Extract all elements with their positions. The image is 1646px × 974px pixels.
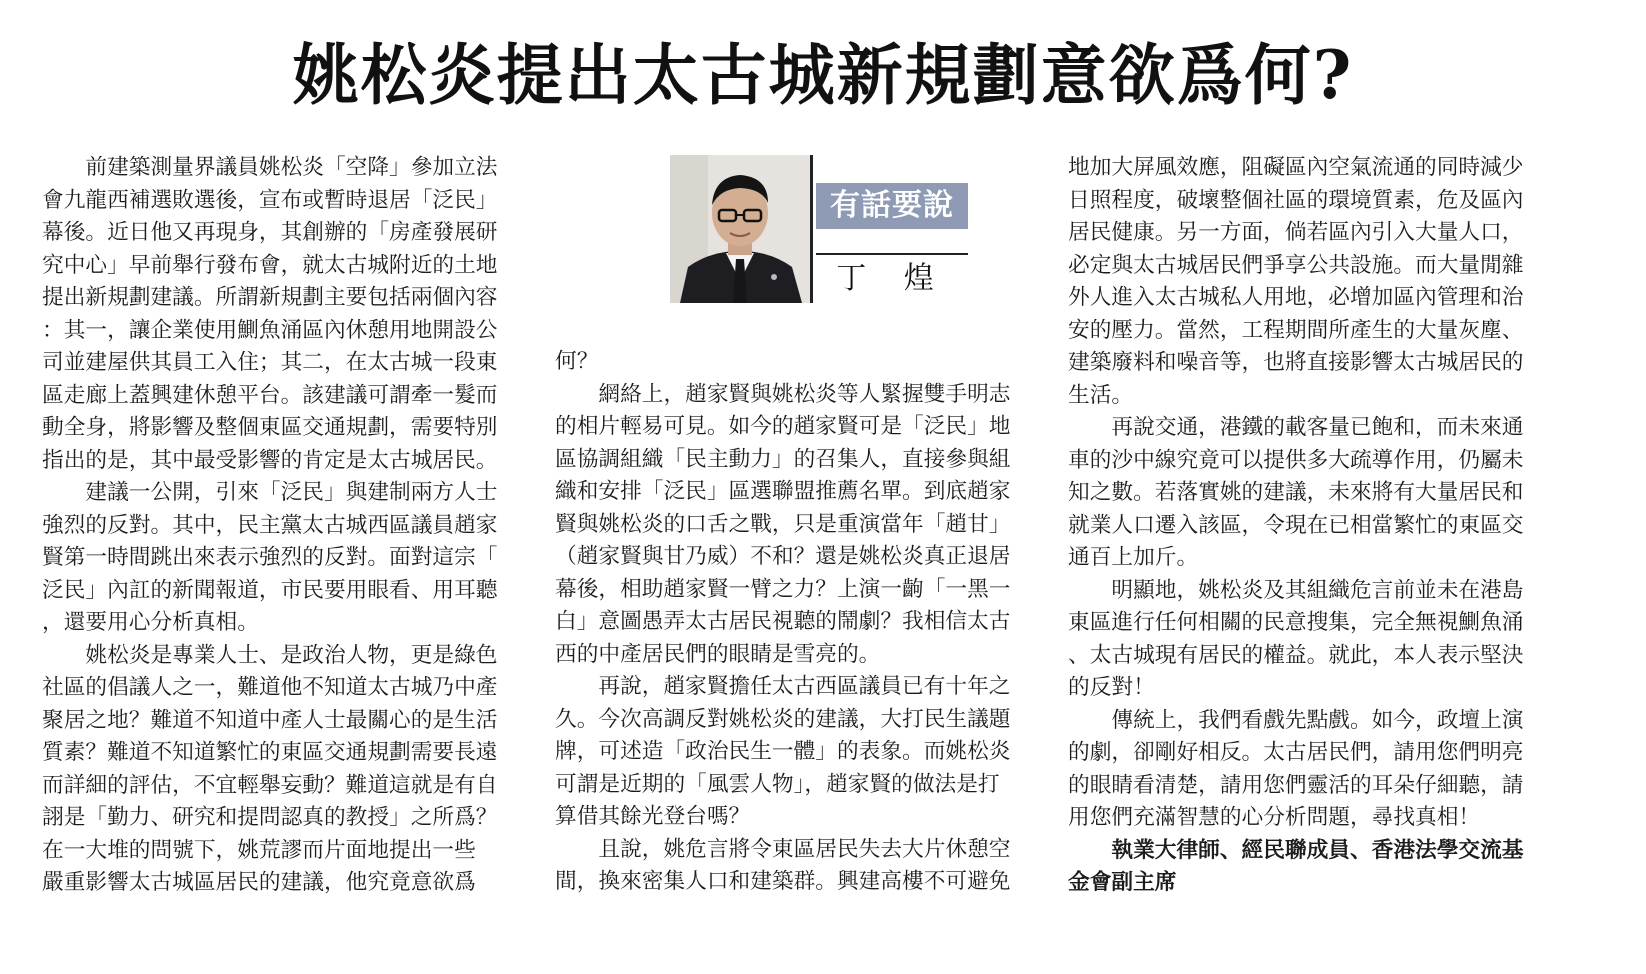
text-line: 傳統上，我們看戲先點戲。如今，政壇上演 <box>1068 707 1524 733</box>
text-line: 知之數。若落實姚的建議，未來將有大量居民和 <box>1068 480 1524 505</box>
text-line: 詡是「勤力、研究和提問認真的教授」之所爲？ <box>42 805 498 830</box>
text-line: 的反對！ <box>1068 675 1155 700</box>
text-line: 網絡上，趙家賢與姚松炎等人緊握雙手明志 <box>555 381 1011 407</box>
text-line: 提出新規劃建議。所謂新規劃主要包括兩個內容 <box>42 285 498 310</box>
text-line: （趙家賢與甘乃威）不和？還是姚松炎真正退居 <box>555 544 1011 569</box>
text-line: 究中心」早前舉行發布會，就太古城附近的土地 <box>42 252 498 278</box>
text-line: 賢第一時間跳出來表示強烈的反對。面對這宗「 <box>42 545 498 570</box>
photo-divider <box>810 155 813 303</box>
text-line: 牌，可述造「政治民生一體」的表象。而姚松炎 <box>555 739 1011 764</box>
text-line: 區協調組織「民主動力」的召集人，直接參與組 <box>555 446 1011 472</box>
article-column-1 <box>42 152 520 900</box>
text-line: 再說交通，港鐵的載客量已飽和，而未來通 <box>1068 415 1524 440</box>
text-line: 居民健康。另一方面，倘若區內引入大量人口， <box>1068 220 1524 245</box>
text-line: 、太古城現有居民的權益。就此，本人表示堅決 <box>1068 642 1524 668</box>
text-line: 日照程度，破壞整個社區的環境質素，危及區內 <box>1068 187 1524 213</box>
text-line: ：其一，讓企業使用鰂魚涌區內休憩用地開設公 <box>42 317 498 343</box>
text-line: ，還要用心分析真相。 <box>42 610 259 635</box>
text-line: 再說，趙家賢擔任太古西區議員已有十年之 <box>555 674 1011 699</box>
author-photo <box>670 155 810 303</box>
text-line: 建議一公開，引來「泛民」與建制兩方人士 <box>42 480 498 505</box>
text-line: 間，換來密集人口和建築群。興建高樓不可避免 <box>555 869 1011 894</box>
text-line: 強烈的反對。其中，民主黨太古城西區議員趙家 <box>42 512 498 538</box>
text-line: 安的壓力。當然，工程期間所產生的大量灰塵、 <box>1068 317 1524 343</box>
text-line: 算借其餘光登台嗎？ <box>555 804 751 829</box>
text-line: 聚居之地？難道不知道中產人士最關心的是生活 <box>42 707 498 733</box>
text-line: 質素？難道不知道繁忙的東區交通規劃需要長遠 <box>42 740 498 765</box>
text-line: 外人進入太古城私人用地，必增加區內管理和治 <box>1068 285 1524 310</box>
text-line: 姚松炎是專業人士、是政治人物，更是綠色 <box>42 642 498 668</box>
text-line: 必定與太古城居民們爭享公共設施。而大量閒雜 <box>1068 252 1524 278</box>
text-line: 可謂是近期的「風雲人物」，趙家賢的做法是打 <box>555 771 1000 797</box>
text-line: 生活。 <box>1068 382 1134 408</box>
text-line: 賢與姚松炎的口舌之戰，只是重演當年「趙甘」 <box>555 511 1011 537</box>
byline-block <box>670 155 970 305</box>
author-credential-line: 金會副主席 <box>1068 870 1177 895</box>
text-line: 嚴重影響太古城區居民的建議，他究竟意欲爲 <box>42 870 476 895</box>
text-line: 的相片輕易可見。如今的趙家賢可是「泛民」地 <box>555 414 1011 439</box>
text-line: 區走廊上蓋興建休憩平台。該建議可謂牽一髮而 <box>42 382 498 408</box>
text-line: 白」意圖愚弄太古居民視聽的鬧劇？我相信太古 <box>555 609 1011 634</box>
column-badge: 有話要說 <box>816 183 968 229</box>
headline: 姚松炎提出太古城新規劃意欲爲何? <box>292 36 1354 114</box>
author-credential-line: 執業大律師、經民聯成員、香港法學交流基 <box>1068 837 1524 863</box>
text-line: 幕後，相助趙家賢一臂之力？上演一齣「一黑一 <box>555 576 1011 602</box>
text-line: 何？ <box>555 349 599 374</box>
text-line: 久。今次高調反對姚松炎的建議，大打民生議題 <box>555 706 1011 732</box>
text-line: 前建築測量界議員姚松炎「空降」參加立法 <box>42 155 498 180</box>
text-line: 的劇，卻剛好相反。太古居民們，請用您們明亮 <box>1068 740 1524 765</box>
text-line: 就業人口遷入該區，令現在已相當繁忙的東區交 <box>1068 512 1524 538</box>
text-line: 的眼睛看清楚，請用您們靈活的耳朵仔細聽，請 <box>1068 772 1524 798</box>
text-line: 而詳細的評估，不宜輕舉妄動？難道這就是有自 <box>42 772 498 798</box>
text-line: 會九龍西補選敗選後，宣布或暫時退居「泛民」 <box>42 187 498 213</box>
text-line: 通百上加斤。 <box>1068 545 1199 570</box>
author-rule <box>816 253 968 255</box>
text-line: 用您們充滿智慧的心分析問題，尋找真相！ <box>1068 805 1481 830</box>
text-line: 泛民」內訌的新聞報道，市民要用眼看、用耳聽 <box>42 577 498 603</box>
text-line: 社區的倡議人之一，難道他不知道太古城乃中產 <box>42 675 498 700</box>
text-line: 建築廢料和噪音等，也將直接影響太古城居民的 <box>1068 350 1524 375</box>
text-line: 車的沙中線究竟可以提供多大疏導作用，仍屬未 <box>1068 447 1524 473</box>
text-line: 地加大屏風效應，阻礙區內空氣流通的同時減少 <box>1068 155 1524 180</box>
text-line: 東區進行任何相關的民意搜集，完全無視鰂魚涌 <box>1068 610 1524 635</box>
text-line: 指出的是，其中最受影響的肯定是太古城居民。 <box>42 447 498 473</box>
author-name: 丁 煌 <box>836 261 948 296</box>
text-line: 且說，姚危言將令東區居民失去大片休憩空 <box>555 836 1011 862</box>
text-line: 在一大堆的問號下，姚荒謬而片面地提出一些 <box>42 837 476 863</box>
text-line: 西的中產居民們的眼睛是雪亮的。 <box>555 641 881 667</box>
text-line: 幕後。近日他又再現身，其創辦的「房產發展研 <box>42 220 498 245</box>
text-line: 司並建屋供其員工入住；其二，在太古城一段東 <box>42 350 498 375</box>
article-column-2 <box>555 346 1033 899</box>
text-line: 明顯地，姚松炎及其組織危言前並未在港島 <box>1068 577 1524 603</box>
article-column-3 <box>1068 152 1546 900</box>
text-line: 動全身，將影響及整個東區交通規劃，需要特別 <box>42 415 498 440</box>
text-line: 織和安排「泛民」區選聯盟推薦名單。到底趙家 <box>555 479 1011 504</box>
